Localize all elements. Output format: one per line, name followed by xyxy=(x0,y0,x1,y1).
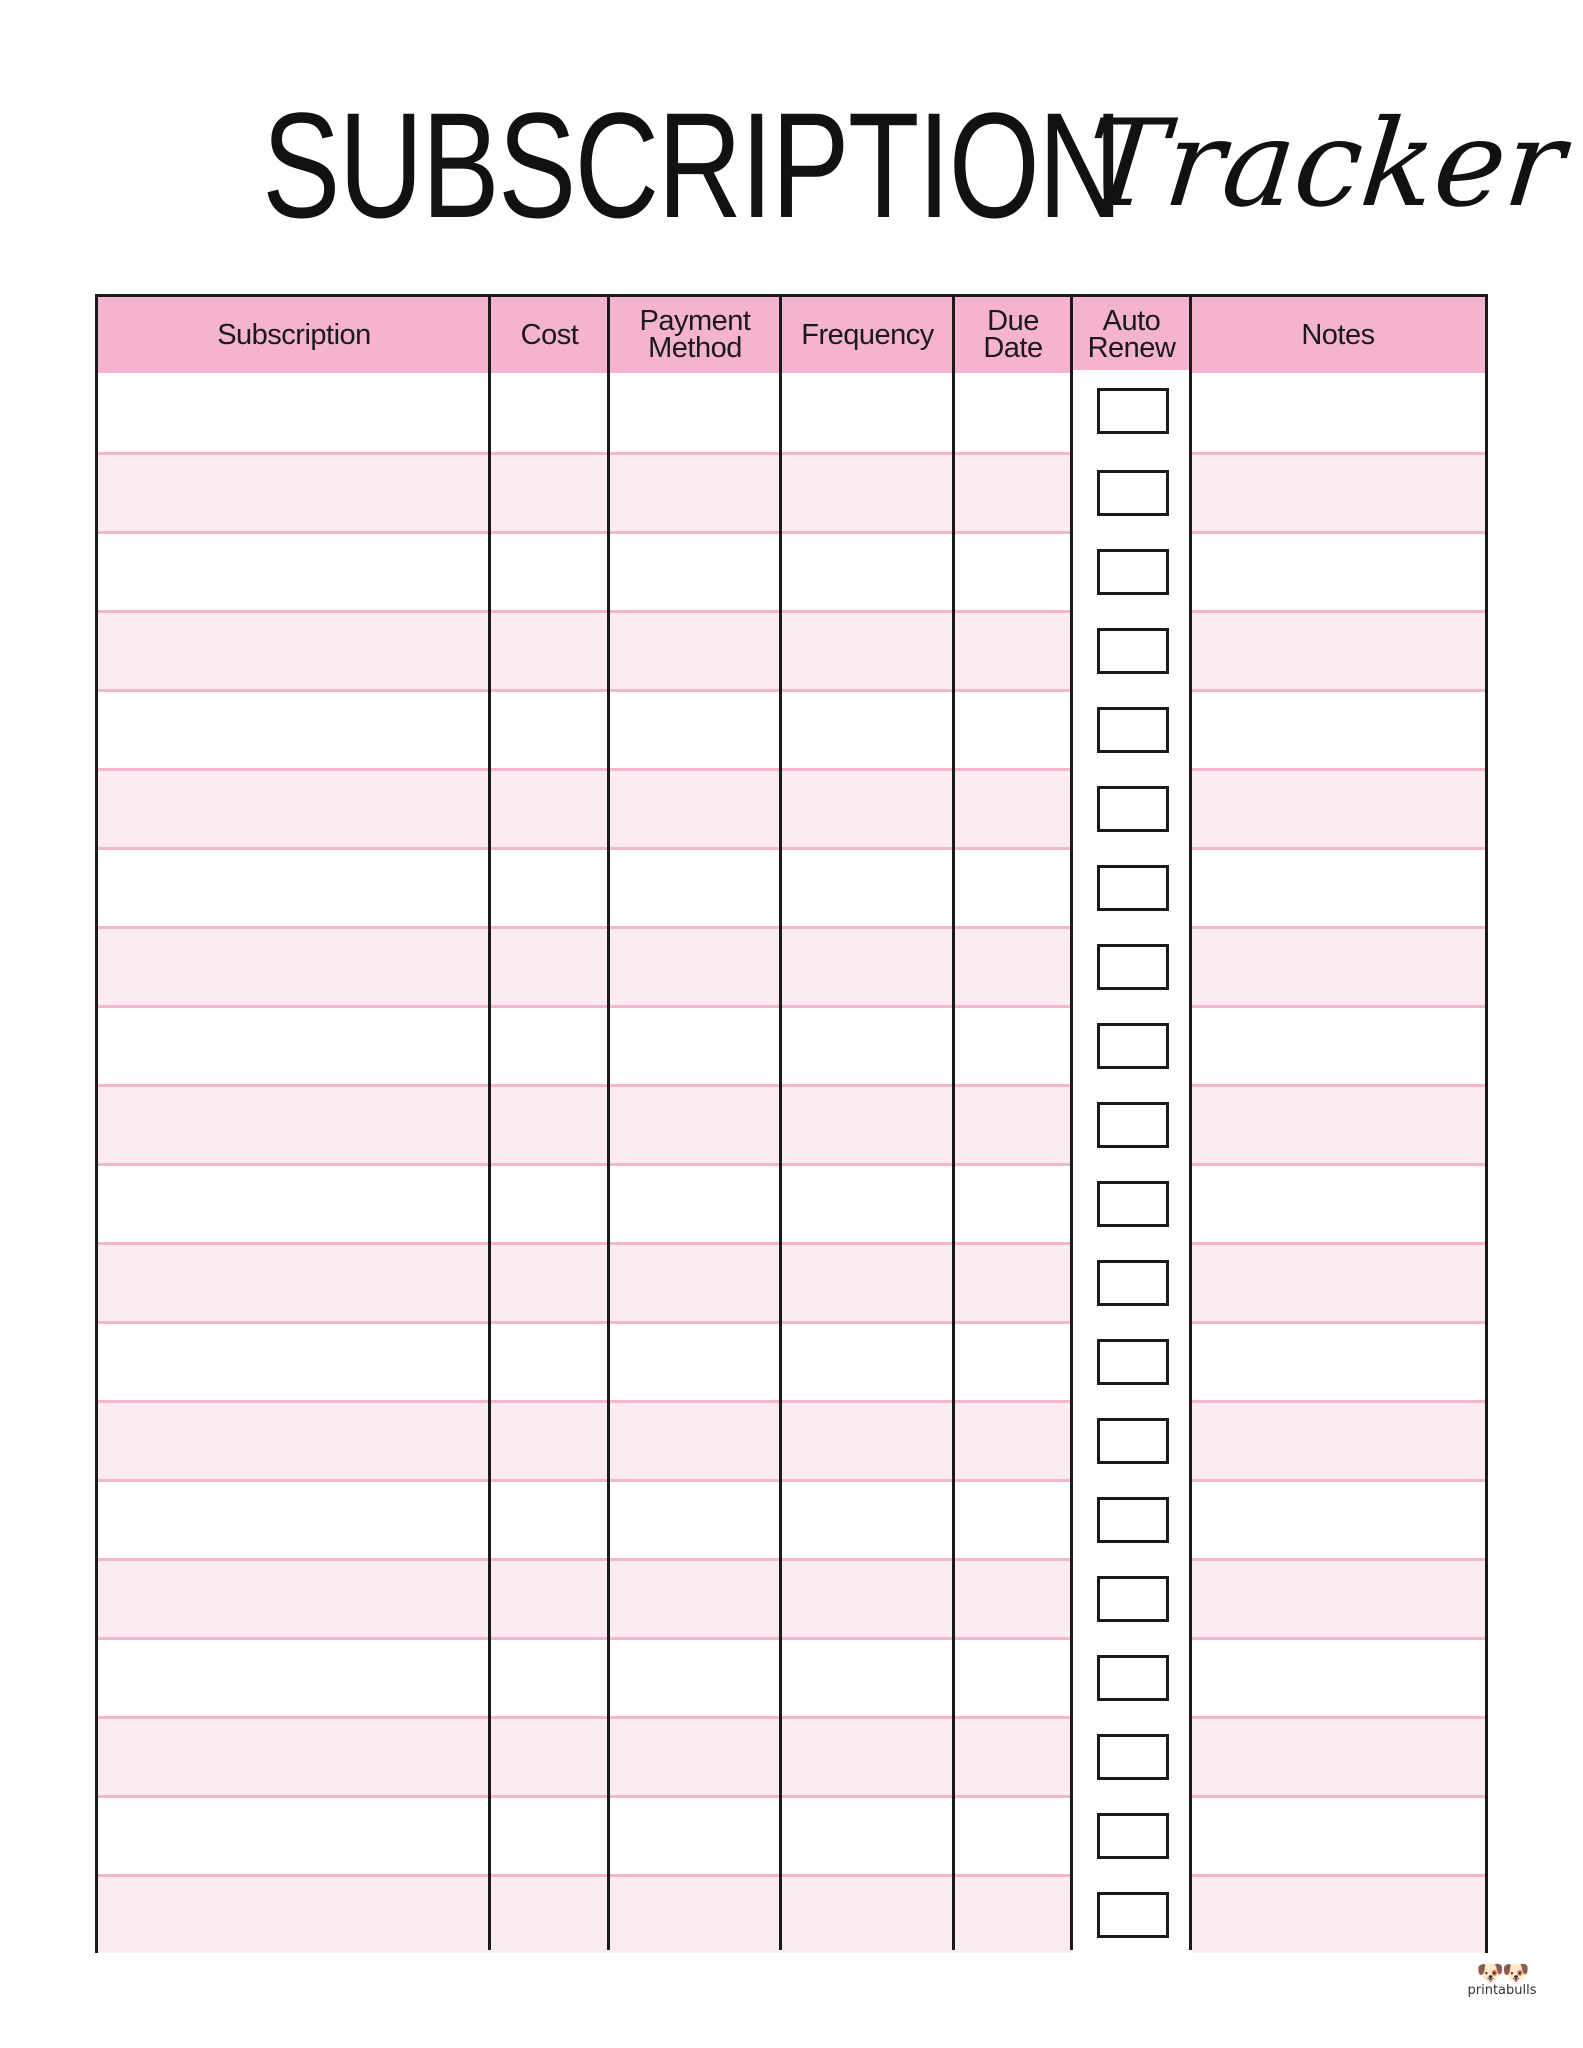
cell-cost[interactable] xyxy=(490,1561,609,1637)
cell-cost[interactable] xyxy=(490,929,609,1005)
column-header-payment-method xyxy=(609,297,781,373)
cell-notes[interactable] xyxy=(1191,1561,1485,1637)
table-row xyxy=(98,1163,1485,1242)
cell-cost[interactable] xyxy=(490,692,609,768)
cell-auto-renew xyxy=(1072,1321,1191,1400)
auto-renew-checkbox[interactable] xyxy=(1097,470,1169,516)
column-header-line: Due xyxy=(987,305,1039,337)
table-row xyxy=(98,768,1485,847)
cell-notes[interactable] xyxy=(1191,534,1485,610)
cell-subscription[interactable] xyxy=(98,1087,490,1163)
cell-cost[interactable] xyxy=(490,1877,609,1953)
cell-subscription[interactable] xyxy=(98,850,490,926)
cell-auto-renew xyxy=(1072,1795,1191,1874)
column-header-auto-renew xyxy=(1072,297,1191,373)
cell-payment-method[interactable] xyxy=(609,1640,781,1716)
column-divider xyxy=(779,297,782,1950)
cell-due-date[interactable] xyxy=(954,1087,1072,1163)
cell-notes[interactable] xyxy=(1191,1324,1485,1400)
cell-frequency[interactable] xyxy=(781,534,954,610)
cell-payment-method[interactable] xyxy=(609,1087,781,1163)
cell-payment-method[interactable] xyxy=(609,771,781,847)
cell-notes[interactable] xyxy=(1191,1245,1485,1321)
cell-due-date[interactable] xyxy=(954,1324,1072,1400)
cell-due-date[interactable] xyxy=(954,1403,1072,1479)
cell-frequency[interactable] xyxy=(781,692,954,768)
cell-payment-method[interactable] xyxy=(609,850,781,926)
column-divider xyxy=(1189,297,1192,1950)
cell-due-date[interactable] xyxy=(954,1640,1072,1716)
cell-due-date[interactable] xyxy=(954,1245,1072,1321)
cell-payment-method[interactable] xyxy=(609,1719,781,1795)
column-header-line: Method xyxy=(648,332,742,364)
table-row xyxy=(98,1242,1485,1321)
auto-renew-checkbox[interactable] xyxy=(1097,707,1169,753)
column-divider xyxy=(1070,297,1073,1950)
auto-renew-checkbox[interactable] xyxy=(1097,1418,1169,1464)
cell-subscription[interactable] xyxy=(98,1640,490,1716)
cell-subscription[interactable] xyxy=(98,373,490,452)
cell-subscription[interactable] xyxy=(98,1403,490,1479)
cell-notes[interactable] xyxy=(1191,850,1485,926)
cell-payment-method[interactable] xyxy=(609,1877,781,1953)
table-row xyxy=(98,1479,1485,1558)
cell-cost[interactable] xyxy=(490,1166,609,1242)
cell-subscription[interactable] xyxy=(98,1798,490,1874)
cell-due-date[interactable] xyxy=(954,455,1072,531)
auto-renew-checkbox[interactable] xyxy=(1097,865,1169,911)
page-title xyxy=(0,81,1583,249)
cell-frequency[interactable] xyxy=(781,1087,954,1163)
auto-renew-checkbox[interactable] xyxy=(1097,628,1169,674)
cell-cost[interactable] xyxy=(490,850,609,926)
cell-auto-renew xyxy=(1072,926,1191,1005)
cell-frequency[interactable] xyxy=(781,373,954,452)
cell-frequency[interactable] xyxy=(781,850,954,926)
auto-renew-checkbox[interactable] xyxy=(1097,944,1169,990)
column-divider xyxy=(952,297,955,1950)
cell-auto-renew xyxy=(1072,1637,1191,1716)
cell-notes[interactable] xyxy=(1191,373,1485,452)
cell-auto-renew xyxy=(1072,610,1191,689)
cell-payment-method[interactable] xyxy=(609,1245,781,1321)
cell-payment-method[interactable] xyxy=(609,373,781,452)
column-header-subscription: Subscription xyxy=(217,318,371,351)
cell-subscription[interactable] xyxy=(98,929,490,1005)
cell-subscription[interactable] xyxy=(98,771,490,847)
cell-auto-renew xyxy=(1072,531,1191,610)
cell-frequency[interactable] xyxy=(781,1482,954,1558)
cell-cost[interactable] xyxy=(490,1482,609,1558)
cell-auto-renew xyxy=(1072,768,1191,847)
column-divider xyxy=(488,297,491,1950)
table-row xyxy=(98,610,1485,689)
title-main: SUBSCRIPTION xyxy=(262,81,1122,249)
cell-subscription[interactable] xyxy=(98,455,490,531)
auto-renew-checkbox[interactable] xyxy=(1097,1813,1169,1859)
cell-cost[interactable] xyxy=(490,534,609,610)
cell-payment-method[interactable] xyxy=(609,692,781,768)
cell-payment-method[interactable] xyxy=(609,1008,781,1084)
cell-notes[interactable] xyxy=(1191,1798,1485,1874)
column-header-cost: Cost xyxy=(520,318,579,351)
table-row xyxy=(98,373,1485,452)
cell-frequency[interactable] xyxy=(781,1877,954,1953)
cell-notes[interactable] xyxy=(1191,613,1485,689)
cell-subscription[interactable] xyxy=(98,1324,490,1400)
cell-payment-method[interactable] xyxy=(609,1482,781,1558)
cell-payment-method[interactable] xyxy=(609,929,781,1005)
cell-due-date[interactable] xyxy=(954,1561,1072,1637)
cell-cost[interactable] xyxy=(490,373,609,452)
table-row xyxy=(98,926,1485,1005)
cell-due-date[interactable] xyxy=(954,373,1072,452)
auto-renew-checkbox[interactable] xyxy=(1097,786,1169,832)
cell-due-date[interactable] xyxy=(954,1798,1072,1874)
cell-subscription[interactable] xyxy=(98,1166,490,1242)
table-row xyxy=(98,452,1485,531)
cell-cost[interactable] xyxy=(490,1640,609,1716)
table-row xyxy=(98,1874,1485,1953)
cell-notes[interactable] xyxy=(1191,771,1485,847)
column-header-line: Renew xyxy=(1087,332,1176,364)
cell-auto-renew xyxy=(1072,1874,1191,1953)
cell-frequency[interactable] xyxy=(781,613,954,689)
cell-subscription[interactable] xyxy=(98,534,490,610)
cell-due-date[interactable] xyxy=(954,1166,1072,1242)
column-header-line: Payment xyxy=(639,305,751,337)
column-header-line: Auto xyxy=(1102,305,1161,337)
cell-due-date[interactable] xyxy=(954,929,1072,1005)
auto-renew-checkbox[interactable] xyxy=(1097,1260,1169,1306)
french-bulldog-icon: 🐶🐶 xyxy=(1476,1960,1528,1985)
cell-payment-method[interactable] xyxy=(609,534,781,610)
table-row xyxy=(98,1637,1485,1716)
cell-frequency[interactable] xyxy=(781,1245,954,1321)
logo-text: printabulls xyxy=(1467,1983,1537,1998)
cell-notes[interactable] xyxy=(1191,1166,1485,1242)
table-row xyxy=(98,1795,1485,1874)
cell-cost[interactable] xyxy=(490,1008,609,1084)
cell-notes[interactable] xyxy=(1191,1087,1485,1163)
printabulls-logo xyxy=(1462,1962,1542,1998)
cell-subscription[interactable] xyxy=(98,1008,490,1084)
cell-auto-renew xyxy=(1072,1479,1191,1558)
cell-cost[interactable] xyxy=(490,1087,609,1163)
cell-cost[interactable] xyxy=(490,613,609,689)
table-row xyxy=(98,1716,1485,1795)
cell-subscription[interactable] xyxy=(98,1561,490,1637)
cell-payment-method[interactable] xyxy=(609,1166,781,1242)
cell-due-date[interactable] xyxy=(954,850,1072,926)
cell-notes[interactable] xyxy=(1191,455,1485,531)
cell-subscription[interactable] xyxy=(98,1877,490,1953)
table-row xyxy=(98,847,1485,926)
table-row xyxy=(98,1005,1485,1084)
cell-due-date[interactable] xyxy=(954,613,1072,689)
column-header-due-date xyxy=(954,297,1072,373)
cell-subscription[interactable] xyxy=(98,692,490,768)
cell-notes[interactable] xyxy=(1191,1877,1485,1953)
cell-cost[interactable] xyxy=(490,1403,609,1479)
cell-cost[interactable] xyxy=(490,771,609,847)
auto-renew-checkbox[interactable] xyxy=(1097,1655,1169,1701)
cell-payment-method[interactable] xyxy=(609,1324,781,1400)
cell-payment-method[interactable] xyxy=(609,1561,781,1637)
cell-payment-method[interactable] xyxy=(609,613,781,689)
column-divider xyxy=(607,297,610,1950)
cell-frequency[interactable] xyxy=(781,1719,954,1795)
cell-frequency[interactable] xyxy=(781,1798,954,1874)
cell-auto-renew xyxy=(1072,1400,1191,1479)
cell-cost[interactable] xyxy=(490,455,609,531)
cell-subscription[interactable] xyxy=(98,1245,490,1321)
title-script: Tracker xyxy=(1078,95,1571,234)
auto-renew-checkbox[interactable] xyxy=(1097,1181,1169,1227)
cell-auto-renew xyxy=(1072,1163,1191,1242)
cell-auto-renew xyxy=(1072,1558,1191,1637)
cell-auto-renew xyxy=(1072,452,1191,531)
auto-renew-checkbox[interactable] xyxy=(1097,1497,1169,1543)
cell-frequency[interactable] xyxy=(781,1640,954,1716)
cell-frequency[interactable] xyxy=(781,1561,954,1637)
auto-renew-checkbox[interactable] xyxy=(1097,1339,1169,1385)
subscription-table xyxy=(95,294,1488,1953)
cell-payment-method[interactable] xyxy=(609,455,781,531)
cell-due-date[interactable] xyxy=(954,1877,1072,1953)
auto-renew-checkbox[interactable] xyxy=(1097,1734,1169,1780)
auto-renew-checkbox[interactable] xyxy=(1097,1892,1169,1938)
cell-due-date[interactable] xyxy=(954,534,1072,610)
cell-payment-method[interactable] xyxy=(609,1798,781,1874)
cell-due-date[interactable] xyxy=(954,771,1072,847)
cell-frequency[interactable] xyxy=(781,1166,954,1242)
cell-cost[interactable] xyxy=(490,1719,609,1795)
cell-payment-method[interactable] xyxy=(609,1403,781,1479)
cell-auto-renew xyxy=(1072,1084,1191,1163)
table-row xyxy=(98,1558,1485,1637)
table-header xyxy=(98,297,1485,376)
cell-auto-renew xyxy=(1072,689,1191,768)
cell-auto-renew xyxy=(1072,1005,1191,1084)
cell-due-date[interactable] xyxy=(954,1008,1072,1084)
auto-renew-checkbox[interactable] xyxy=(1097,549,1169,595)
cell-due-date[interactable] xyxy=(954,1482,1072,1558)
auto-renew-checkbox[interactable] xyxy=(1097,1102,1169,1148)
table-row xyxy=(98,689,1485,768)
cell-auto-renew xyxy=(1072,1242,1191,1321)
cell-frequency[interactable] xyxy=(781,455,954,531)
table-row xyxy=(98,531,1485,610)
cell-notes[interactable] xyxy=(1191,929,1485,1005)
cell-frequency[interactable] xyxy=(781,1008,954,1084)
cell-auto-renew xyxy=(1072,1716,1191,1795)
auto-renew-checkbox[interactable] xyxy=(1097,1576,1169,1622)
cell-auto-renew xyxy=(1072,370,1191,452)
cell-subscription[interactable] xyxy=(98,1482,490,1558)
table-row xyxy=(98,1084,1485,1163)
cell-frequency[interactable] xyxy=(781,1324,954,1400)
cell-frequency[interactable] xyxy=(781,1403,954,1479)
cell-frequency[interactable] xyxy=(781,771,954,847)
cell-notes[interactable] xyxy=(1191,1403,1485,1479)
column-header-notes: Notes xyxy=(1301,318,1375,351)
cell-subscription[interactable] xyxy=(98,1719,490,1795)
cell-due-date[interactable] xyxy=(954,692,1072,768)
table-row xyxy=(98,1400,1485,1479)
auto-renew-checkbox[interactable] xyxy=(1097,1023,1169,1069)
cell-auto-renew xyxy=(1072,847,1191,926)
cell-cost[interactable] xyxy=(490,1245,609,1321)
cell-subscription[interactable] xyxy=(98,613,490,689)
auto-renew-checkbox[interactable] xyxy=(1097,388,1169,434)
cell-notes[interactable] xyxy=(1191,1640,1485,1716)
column-header-line: Date xyxy=(983,332,1043,364)
cell-notes[interactable] xyxy=(1191,1719,1485,1795)
cell-cost[interactable] xyxy=(490,1798,609,1874)
cell-notes[interactable] xyxy=(1191,1008,1485,1084)
cell-due-date[interactable] xyxy=(954,1719,1072,1795)
cell-cost[interactable] xyxy=(490,1324,609,1400)
column-header-frequency: Frequency xyxy=(801,318,934,351)
table-row xyxy=(98,1321,1485,1400)
cell-notes[interactable] xyxy=(1191,692,1485,768)
cell-frequency[interactable] xyxy=(781,929,954,1005)
cell-notes[interactable] xyxy=(1191,1482,1485,1558)
